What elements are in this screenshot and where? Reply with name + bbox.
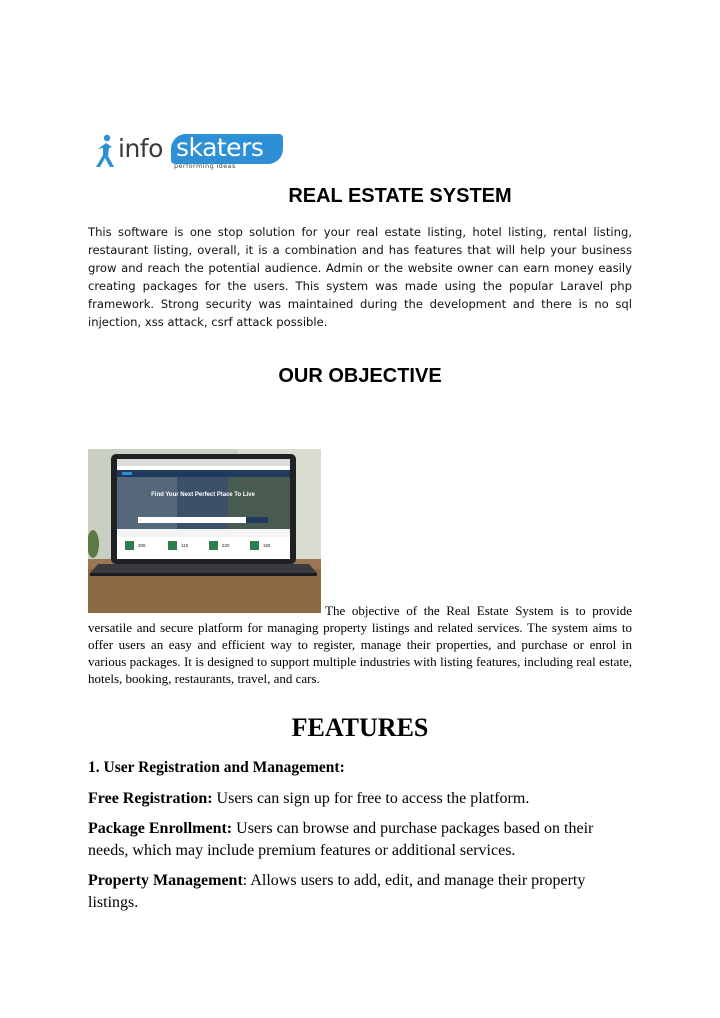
feature-item	[88, 818, 636, 862]
intro-paragraph: This software is one stop solution for your real estate listing, hotel listing, rental listing, restaurant listing, overall, it is a combination and has features that will help your business grow and reach the potential audience. Admin or the website owner can earn money easily creating packages for the users. This system was made using the popular Laravel php framework. Strong security was maintained during the development and there is no sql injection, xss attack, csrf attack possible.	[88, 225, 632, 329]
objective-heading: OUR OBJECTIVE	[278, 365, 442, 387]
objective-paragraph: The objective of the Real Estate System is to provide versatile and secure platform for managing property listings and related services. The system aims to offer users an easy and efficient way to register, manage their properties, and purchase or enrol in various packages. It is designed to support multiple industries with listing features, including real estate, hotels, booking, restaurants, travel, and cars.	[88, 603, 632, 686]
screen-headline: Find Your Next Perfect Place To Live	[151, 492, 255, 498]
logo-tagline: performing ideas	[174, 162, 236, 170]
feature-section-heading: 1. User Registration and Management:	[88, 759, 345, 776]
company-logo	[90, 130, 290, 172]
feature-label: Property Management	[88, 872, 243, 889]
screen-stat-3: 220	[222, 543, 230, 548]
laptop-photo	[88, 449, 321, 613]
page-title: REAL ESTATE SYSTEM	[288, 185, 512, 207]
logo-text-skaters: skaters	[176, 133, 264, 162]
screen-stat-2: 115	[181, 543, 189, 548]
laptop-illustration	[88, 449, 321, 613]
feature-label: Package Enrollment:	[88, 820, 233, 837]
screen-stat-1: 306	[138, 543, 146, 548]
feature-label: Free Registration:	[88, 790, 213, 807]
logo-text-info: info	[118, 134, 163, 163]
screen-stat-4: 155	[263, 543, 271, 548]
feature-item	[88, 870, 636, 914]
features-heading: FEATURES	[291, 713, 429, 742]
feature-text: : Allows users to add, edit, and manage their property listings.	[88, 872, 586, 911]
person-figure-icon	[90, 134, 120, 168]
feature-text: Users can browse and purchase packages based on their needs, which may include premium features or additional services.	[88, 820, 594, 859]
feature-item	[88, 788, 636, 810]
feature-text: Users can sign up for free to access the platform.	[212, 790, 530, 807]
